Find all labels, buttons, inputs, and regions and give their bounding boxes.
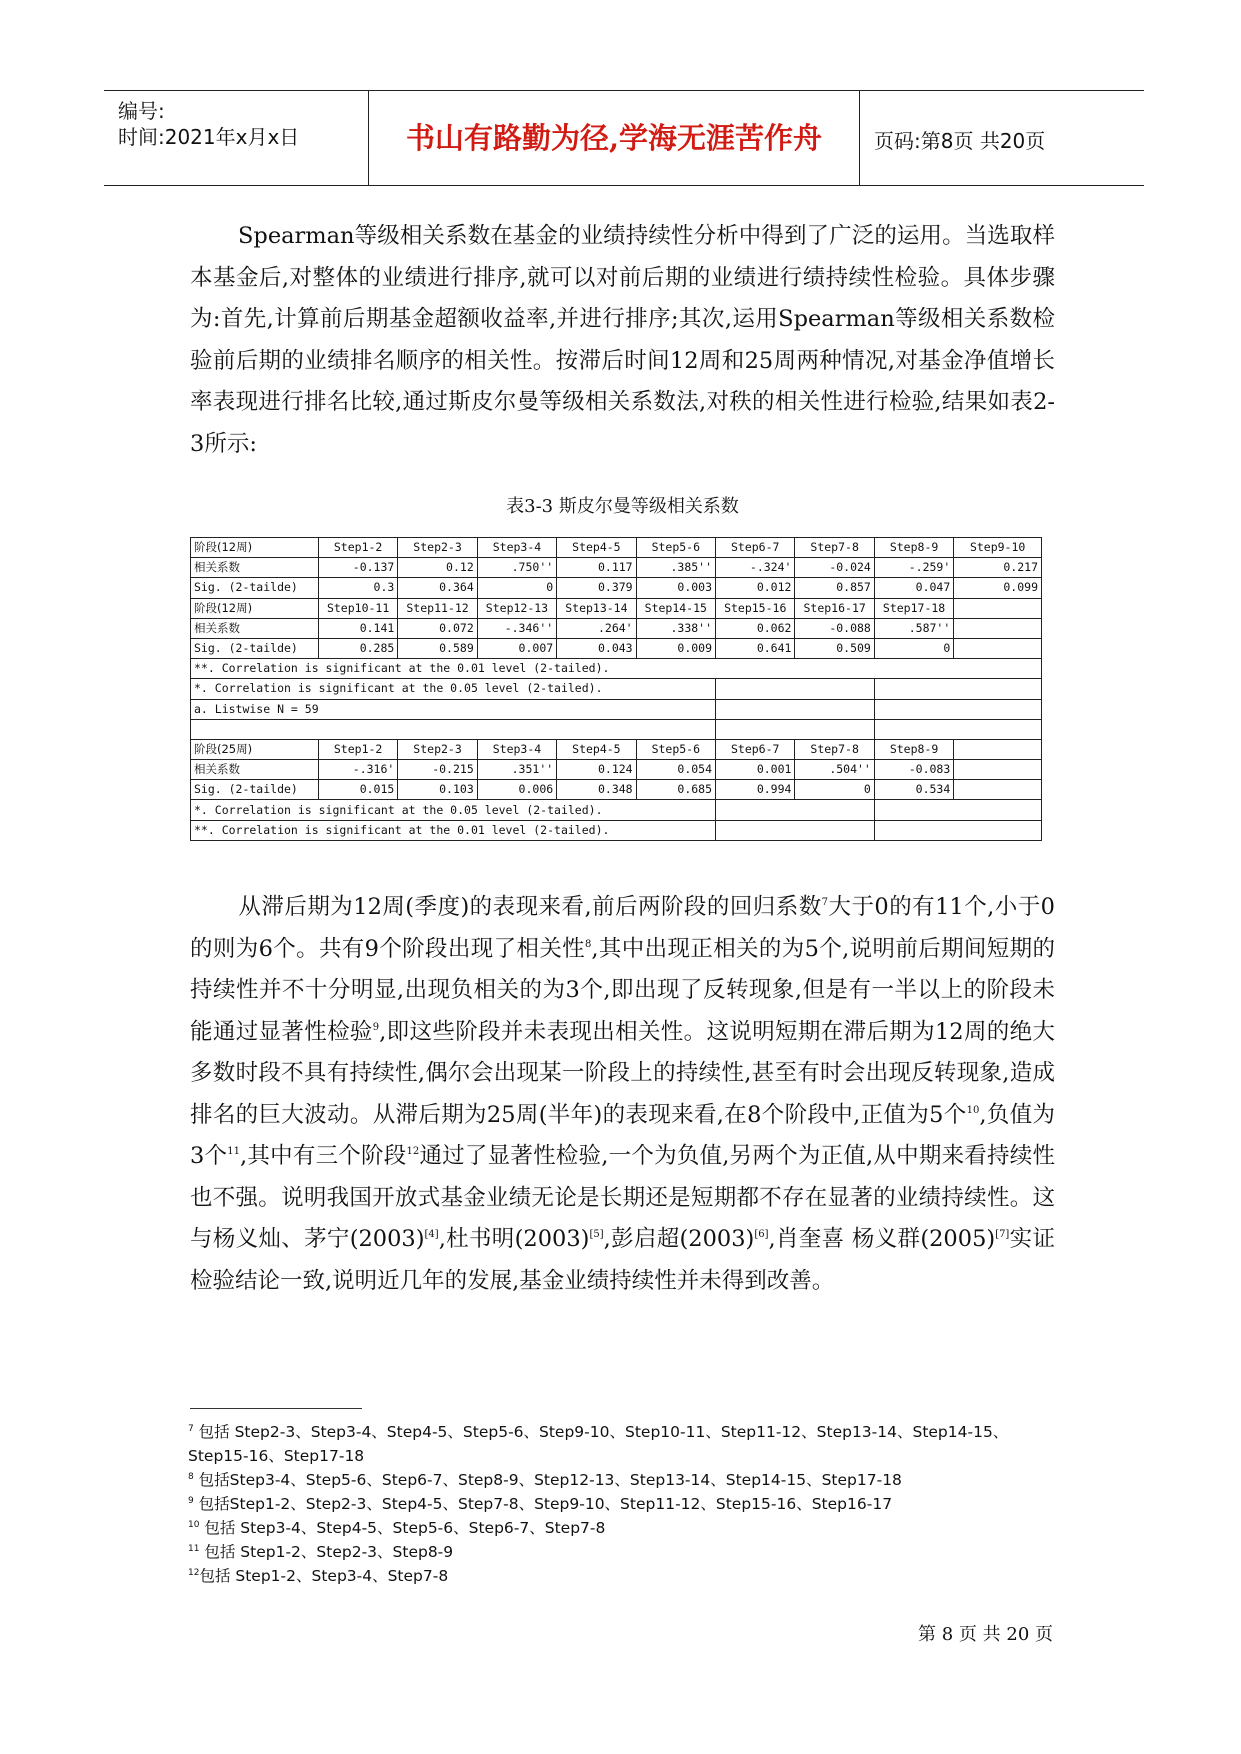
table-cell [874, 800, 1041, 820]
page-label: 页码:第8页 共20页 [874, 129, 1046, 153]
table-cell: Step11-12 [398, 598, 477, 618]
analysis-text: 大于0的有11个,小于0的则为6个。共有9个阶段出现了相关性 [190, 894, 1055, 962]
table-cell [716, 719, 875, 739]
table-cell: Step6-7 [716, 538, 795, 558]
table-cell: -.346'' [477, 618, 556, 638]
footnote-number: 9 [188, 1496, 194, 1506]
table-cell [191, 719, 716, 739]
table-cell [874, 820, 1041, 840]
table-cell: -0.083 [874, 760, 953, 780]
table-row [191, 598, 1042, 618]
analysis-text: ,即这些阶段并未表现出相关性。这说明短期在滞后期为12周的绝大多数时段不具有持续性,偶尔会出现某一阶段上的持续性,甚至有时会出现反转现象,造成排名的巨大波动。从滞后期为25周(半年)的表现来看,在8个阶段中,正值为5个 [190, 1018, 1055, 1128]
table-cell: Step8-9 [874, 739, 953, 759]
table-cell: 相关系数 [191, 618, 319, 638]
table-cell: .385'' [636, 558, 715, 578]
table-cell [874, 679, 1041, 699]
table-cell: Step2-3 [398, 739, 477, 759]
table-row [191, 760, 1042, 780]
table-cell: Step17-18 [874, 598, 953, 618]
table-cell: Step5-6 [636, 538, 715, 558]
table-cell: Step5-6 [636, 739, 715, 759]
table-cell: 0.006 [477, 780, 556, 800]
table-cell: -.259' [874, 558, 953, 578]
number-label: 编号: [118, 99, 165, 123]
footnote-ref[interactable]: 10 [966, 1104, 980, 1116]
table-cell: Step16-17 [795, 598, 874, 618]
table-row [191, 800, 1042, 820]
citation-ref[interactable]: [5] [589, 1229, 604, 1240]
table-cell: Step6-7 [716, 739, 795, 759]
table-cell: Step7-8 [795, 538, 874, 558]
table-cell: Step1-2 [318, 739, 397, 759]
footnote-text: 包括 Step3-4、Step4-5、Step5-6、Step6-7、Step7-8 [199, 1519, 606, 1537]
table-cell: 阶段(25周) [191, 739, 319, 759]
paragraph-intro [190, 216, 1055, 465]
table-cell: 0.509 [795, 638, 874, 658]
footnote-12 [188, 1564, 1058, 1588]
table-cell: 0.534 [874, 780, 953, 800]
table-cell: 相关系数 [191, 558, 319, 578]
analysis-text: 实证检验结论一致,说明近几年的发展,基金业绩持续性并未得到改善。 [190, 1226, 1055, 1294]
table-row [191, 578, 1042, 598]
page-header [104, 90, 1144, 186]
footnote-9 [188, 1492, 1058, 1516]
footnote-number: 7 [188, 1424, 194, 1434]
table-cell: Step13-14 [557, 598, 636, 618]
page-number: 第 8 页 共 20 页 [918, 1624, 1053, 1645]
analysis-text: ,其中有三个阶段 [240, 1143, 407, 1169]
table-cell: -.316' [318, 760, 397, 780]
analysis-text: 从滞后期为12周(季度)的表现来看,前后两阶段的回归系数 [238, 894, 822, 920]
table-cell: Step9-10 [954, 538, 1042, 558]
table-cell: 0.001 [716, 760, 795, 780]
header-page [860, 91, 1144, 185]
table-cell [716, 679, 875, 699]
table-cell: 0.141 [318, 618, 397, 638]
table-cell: 0.217 [954, 558, 1042, 578]
table-cell: .587'' [874, 618, 953, 638]
table-cell: Step4-5 [557, 538, 636, 558]
table-cell: 0.062 [716, 618, 795, 638]
table-cell: Step15-16 [716, 598, 795, 618]
table-cell [716, 820, 875, 840]
table-cell [954, 780, 1042, 800]
table-note: **. Correlation is significant at the 0.01 level (2-tailed). [191, 820, 716, 840]
table-cell: Step7-8 [795, 739, 874, 759]
table-note: *. Correlation is significant at the 0.05 level (2-tailed). [191, 679, 716, 699]
table-cell [954, 638, 1042, 658]
table-cell [874, 719, 1041, 739]
footnote-number: 10 [188, 1520, 200, 1530]
analysis-text: ,彭启超(2003) [603, 1226, 755, 1252]
footnote-8 [188, 1468, 1058, 1492]
table-row [191, 780, 1042, 800]
table-cell: .351'' [477, 760, 556, 780]
table-cell: 0.641 [716, 638, 795, 658]
table-cell: 0.857 [795, 578, 874, 598]
footnote-ref[interactable]: 7 [821, 897, 829, 908]
analysis-text: ,杜书明(2003) [438, 1226, 590, 1252]
table-cell: 0 [477, 578, 556, 598]
footnote-text: 包括 Step1-2、Step3-4、Step7-8 [199, 1567, 449, 1585]
table-cell: 阶段(12周) [191, 598, 319, 618]
footnote-text: 包括 Step1-2、Step2-3、Step8-9 [199, 1543, 454, 1561]
table-cell: Step1-2 [318, 538, 397, 558]
analysis-text: ,肖奎喜 杨义群(2005) [768, 1226, 996, 1252]
footnote-number: 8 [188, 1472, 194, 1482]
table-cell: Step12-13 [477, 598, 556, 618]
table-cell: 0.285 [318, 638, 397, 658]
table-row [191, 538, 1042, 558]
table-cell: 0.047 [874, 578, 953, 598]
table-cell: 0 [795, 780, 874, 800]
table-cell: 阶段(12周) [191, 538, 319, 558]
table-cell: .264' [557, 618, 636, 638]
table-cell [954, 598, 1042, 618]
table-cell: 0.103 [398, 780, 477, 800]
footnote-text: 包括 Step2-3、Step3-4、Step4-5、Step5-6、Step9-10、Step10-11、Step11-12、Step13-14、Step14-15、Step15-16、Step17-18 [188, 1423, 1009, 1465]
footnote-7 [188, 1420, 1058, 1468]
table-row [191, 618, 1042, 638]
citation-ref[interactable]: [7] [995, 1229, 1010, 1240]
footnote-ref[interactable]: 9 [372, 1021, 380, 1033]
time-label: 时间:2021年x月x日 [118, 125, 300, 149]
table-cell: Step4-5 [557, 739, 636, 759]
table-cell [954, 760, 1042, 780]
footnote-ref[interactable]: 8 [585, 938, 592, 950]
table-cell: Sig. (2-tailde) [191, 578, 319, 598]
table-cell [716, 699, 875, 719]
table-cell: 0.364 [398, 578, 477, 598]
table-cell: Step10-11 [318, 598, 397, 618]
footnote-text: 包括Step1-2、Step2-3、Step4-5、Step7-8、Step9-10、Step11-12、Step15-16、Step16-17 [193, 1495, 893, 1513]
footnote-number: 12 [188, 1568, 200, 1578]
analysis-text: ,负值为3个 [190, 1101, 1056, 1169]
table-cell: 0.685 [636, 780, 715, 800]
table-note: a. Listwise N = 59 [191, 699, 716, 719]
table-cell: .504'' [795, 760, 874, 780]
table-cell: 0 [874, 638, 953, 658]
table-cell: 0.589 [398, 638, 477, 658]
table-row [191, 820, 1042, 840]
table-cell: Sig. (2-tailde) [191, 638, 319, 658]
table-row [191, 679, 1042, 699]
table-cell: 相关系数 [191, 760, 319, 780]
table-cell: 0.379 [557, 578, 636, 598]
table-cell: 0.015 [318, 780, 397, 800]
table-cell: 0.124 [557, 760, 636, 780]
table-cell: 0.072 [398, 618, 477, 638]
table-cell: -0.215 [398, 760, 477, 780]
citation-ref[interactable]: [4] [424, 1229, 439, 1240]
table-row [191, 699, 1042, 719]
table-cell: 0.043 [557, 638, 636, 658]
header-motto: 书山有路勤为径,学海无涯苦作舟 [368, 91, 860, 185]
footnote-divider [190, 1408, 362, 1409]
table-cell [716, 800, 875, 820]
footnote-number: 11 [188, 1544, 200, 1554]
table-cell [954, 739, 1042, 759]
table-cell: Step2-3 [398, 538, 477, 558]
table-row [191, 659, 1042, 679]
table-row [191, 719, 1042, 739]
footnote-ref[interactable]: 11 [227, 1146, 241, 1157]
paragraph-intro-text: Spearman等级相关系数在基金的业绩持续性分析中得到了广泛的运用。当选取样本基金后,对整体的业绩进行排序,就可以对前后期的业绩进行绩持续性检验。具体步骤为:首先,计算前后期基金超额收益率,并进行排序;其次,运用Spearman等级相关系数检验前后期的业绩排名顺序的相关性。按滞后时间12周和25周两种情况,对基金净值增长率表现进行排名比较,通过斯皮尔曼等级相关系数法,对秩的相关性进行检验,结果如表2-3所示: [190, 223, 1055, 457]
table-cell: 0.12 [398, 558, 477, 578]
table-cell: Step14-15 [636, 598, 715, 618]
table-cell: 0.054 [636, 760, 715, 780]
table-cell [954, 618, 1042, 638]
footnote-text: 包括Step3-4、Step5-6、Step6-7、Step8-9、Step12-13、Step13-14、Step14-15、Step17-18 [193, 1471, 902, 1489]
table-cell: .338'' [636, 618, 715, 638]
table-cell: -0.024 [795, 558, 874, 578]
footnote-11 [188, 1540, 1058, 1564]
table-cell: 0.994 [716, 780, 795, 800]
table-cell: Step3-4 [477, 739, 556, 759]
table-cell: Sig. (2-tailde) [191, 780, 319, 800]
paragraph-analysis [190, 887, 1055, 1302]
table-cell: -.324' [716, 558, 795, 578]
table-cell: Step8-9 [874, 538, 953, 558]
table-cell: 0.003 [636, 578, 715, 598]
citation-ref[interactable]: [6] [754, 1229, 769, 1240]
table-cell [874, 699, 1041, 719]
header-info [104, 91, 368, 185]
table-cell: 0.012 [716, 578, 795, 598]
table-cell: 0.099 [954, 578, 1042, 598]
footnote-ref[interactable]: 12 [406, 1146, 420, 1157]
analysis-text: ,其中出现正相关的为5个,说明前后期间短期的持续性并不十分明显,出现负相关的为3个,即出现了反转现象,但是有一半以上的阶段未能通过显著性检验 [190, 935, 1055, 1045]
table-caption: 表3-3 斯皮尔曼等级相关系数 [506, 496, 739, 517]
table-cell: 0.3 [318, 578, 397, 598]
table-cell: 0.117 [557, 558, 636, 578]
spearman-table [190, 537, 1042, 841]
analysis-text: 通过了显著性检验,一个为负值,另两个为正值,从中期来看持续性也不强。说明我国开放式基金业绩无论是长期还是短期都不存在显著的业绩持续性。这与杨义灿、茅宁(2003) [190, 1143, 1055, 1252]
table-cell: 0.007 [477, 638, 556, 658]
table-row [191, 739, 1042, 759]
table-row [191, 638, 1042, 658]
table-row [191, 558, 1042, 578]
table-cell: .750'' [477, 558, 556, 578]
table-cell: 0.348 [557, 780, 636, 800]
table-note: **. Correlation is significant at the 0.01 level (2-tailed). [191, 659, 1042, 679]
footnote-10 [188, 1516, 1058, 1540]
table-cell: 0.009 [636, 638, 715, 658]
table-note: *. Correlation is significant at the 0.05 level (2-tailed). [191, 800, 716, 820]
table-cell: -0.088 [795, 618, 874, 638]
table-cell: Step3-4 [477, 538, 556, 558]
table-cell: -0.137 [318, 558, 397, 578]
